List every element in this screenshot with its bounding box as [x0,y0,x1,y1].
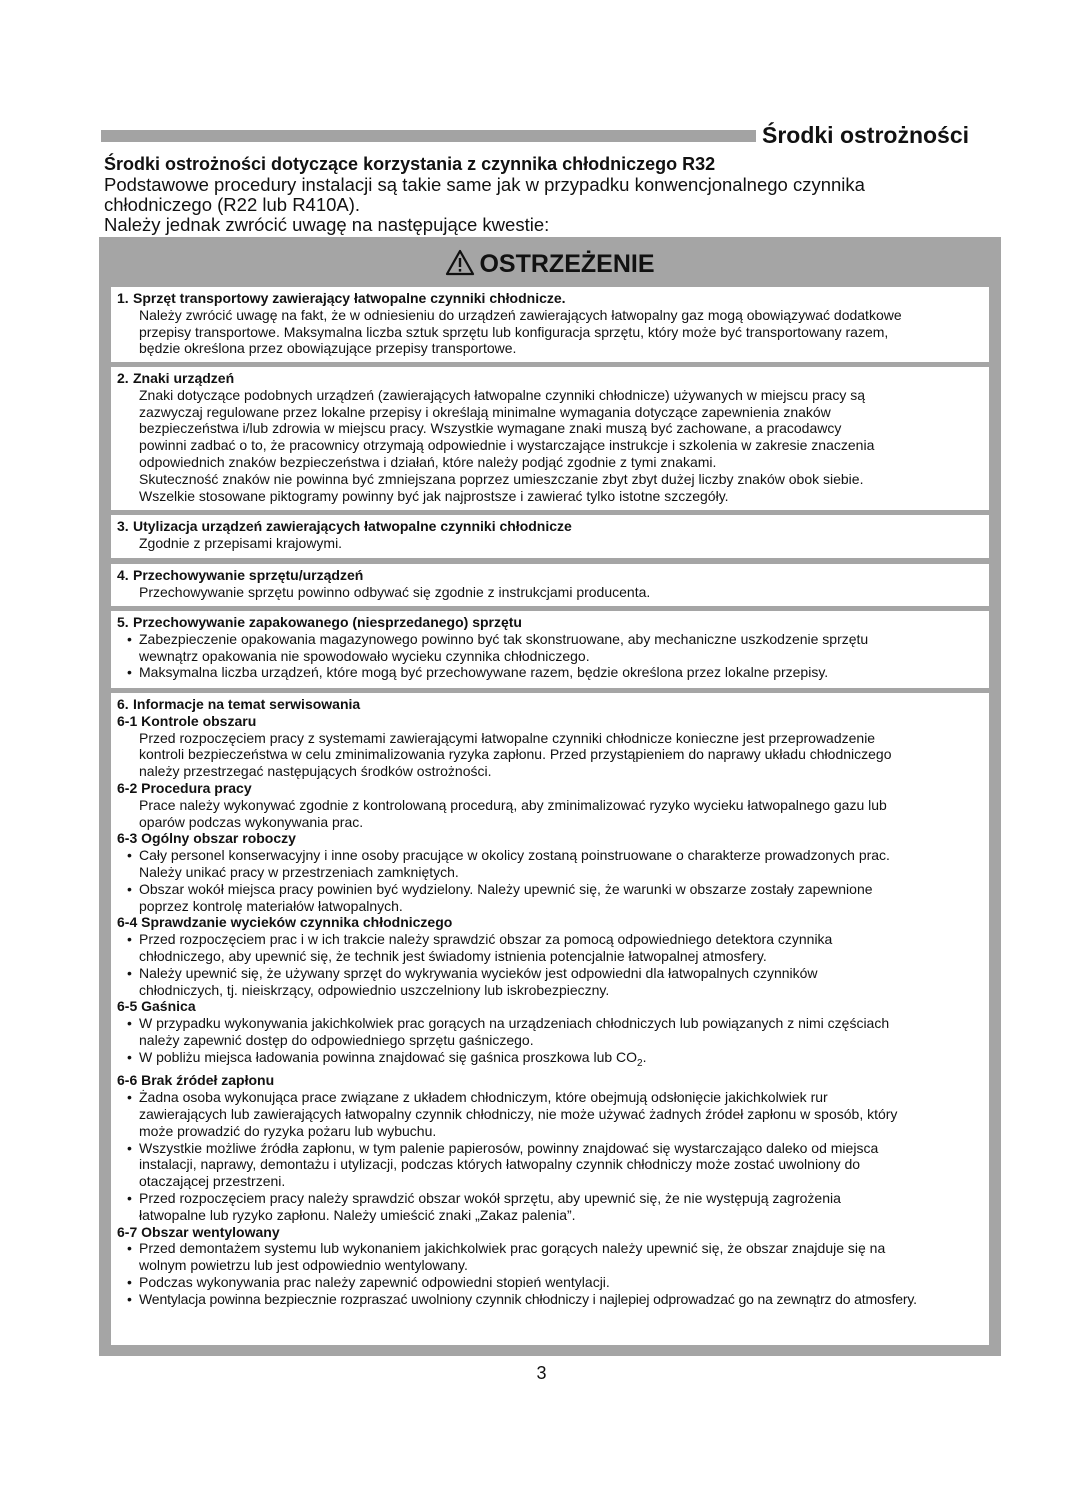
intro-heading: Środki ostrożności dotyczące korzystania z czynnika chłodniczego R32 [104,154,716,174]
subsection-title: 6-2 Procedura pracy [117,779,252,796]
section-number: 4. [117,567,129,583]
text-line: bezpieczeństwa i/lub zdrowia w miejscu pracy. Wszystkie wymagane znaki muszą być zachowane, a pracodawcy [139,420,842,437]
bullet-item: • Przed rozpoczęciem prac i w ich trakcie należy sprawdzić obszar za pomocą odpowiedniego detektora czynnika chłodniczego, aby upewnić się, że technik jest świadomy istnienia potencjalnie łatwopalnej atmosfery. [117,931,981,965]
section-title: Znaki urządzeń [133,370,235,386]
text-line: Skuteczność znaków nie powinna być zmniejszana poprzez umieszczanie zbyt zbyt dużej liczby znaków obok siebie. [139,470,864,487]
subsection-title: 6-3 Ogólny obszar roboczy [117,830,296,847]
bullet-item: • Obszar wokół miejsca pracy powinien być wydzielony. Należy upewnić się, że warunki w obszarze zostały zapewnione poprzez kontrolę materiałów łatwopalnych. [117,881,981,915]
page-title: Środki ostrożności [762,122,970,148]
section-number: 3. [117,518,129,534]
warning-title-text: OSTRZEŻENIE [479,250,655,278]
text-line: Wszelkie stosowane piktogramy powinny być jak najprostsze i zawierać tylko istotne szczegóły. [139,487,729,504]
text-line: przepisy transportowe. Maksymalna liczba sztuk sprzętu lub konfiguracja sprzętu, który może być transportowany razem, [139,323,889,340]
text-line: Zgodnie z przepisami krajowymi. [139,534,343,551]
subsection-title: 6-6 Brak źródeł zapłonu [117,1072,275,1089]
section-5 [111,611,989,688]
text-line: Przechowywanie sprzętu powinno odbywać się zgodnie z instrukcjami producenta. [139,583,651,600]
section-number: 5. [117,614,129,630]
text-line: należy przestrzegać następujących środków ostrożności. [139,763,492,780]
section-title: Informacje na temat serwisowania [133,696,361,712]
bullet-item: • Należy upewnić się, że używany sprzęt do wykrywania wycieków jest odpowiedni dla łatwopalnych czynników chłodniczych, tj. nieiskrzący, odpowiednio uszczelniony lub iskrobezpieczny. [117,965,981,999]
bullet-item: • Wszystkie możliwe źródła zapłonu, w tym palenie papierosów, powinny znajdować się wystarczająco daleko od miejsca instalacji, naprawy, demontażu i utylizacji, podczas których łatwopalny czynnik chłodniczy może zostać uwolniony do otaczającej przestrzeni. [117,1140,981,1190]
section-number: 1. [117,290,129,306]
bullet-item: • Przed rozpoczęciem pracy należy sprawdzić obszar wokół sprzętu, aby upewnić się, że nie występują zagrożenia łatwopalne lub ryzyko zapłonu. Należy umieścić znaki „Zakaz palenia”. [117,1190,981,1224]
section-number: 6. [117,696,129,712]
section-title: Przechowywanie zapakowanego (niesprzedanego) sprzętu [133,614,522,630]
section-title: Sprzęt transportowy zawierający łatwopalne czynniki chłodnicze. [133,290,566,306]
warning-title [99,249,1001,279]
intro [104,153,984,235]
text-line: powinni zadbać o to, że pracownicy otrzymają odpowiednie i wystarczające instrukcje i szkolenia w zakresie znaczenia [139,437,875,454]
intro-line: chłodniczego (R22 lub R410A). [104,194,361,215]
warning-triangle-icon [445,249,475,276]
bullet-item: • Podczas wykonywania prac należy zapewnić odpowiedni stopień wentylacji. [117,1274,981,1291]
text-line: będzie określona przez obowiązujące przepisy transportowe. [139,340,517,357]
text-line: Należy zwrócić uwagę na fakt, że w odniesieniu do urządzeń zawierających łatwopalny gaz mogą obowiązywać dodatkowe [139,306,902,323]
section-4 [111,564,989,606]
section-2 [111,367,989,510]
bullet-item: • W pobliżu miejsca ładowania powinna znajdować się gaśnica proszkowa lub $CO_2$. [117,1049,981,1073]
subsection-title: 6-4 Sprawdzanie wycieków czynnika chłodniczego [117,914,453,931]
bullet-item: • Zabezpieczenie opakowania magazynowego powinno być tak skonstruowane, aby mechaniczne uszkodzenie sprzętu wewnątrz opakowania nie spowodowało wycieku czynnika chłodniczego. [117,631,981,665]
text-line: zazwyczaj regulowane przez lokalne przepisy i określają minimalne wymagania dotyczące zapewnienia znaków [139,403,831,420]
header-bar [101,130,756,142]
section-title: Przechowywanie sprzętu/urządzeń [133,567,364,583]
bullet-item: • Wentylacja powinna bezpiecznie rozpraszać uwolniony czynnik chłodniczy i najlepiej odprowadzać go na zewnątrz do atmosfery. [117,1291,981,1308]
text-line: kontroli bezpieczeństwa w celu zminimalizowania ryzyka zapłonu. Przed przystąpieniem do naprawy układu chłodniczego [139,746,892,763]
bullet-item: • Przed demontażem systemu lub wykonaniem jakichkolwiek prac gorących należy upewnić się, że obszar znajduje się na wolnym powietrzu lub jest odpowiednio wentylowany. [117,1240,981,1274]
section-number: 2. [117,370,129,386]
section-title: Utylizacja urządzeń zawierających łatwopalne czynniki chłodnicze [133,518,572,534]
text-line: Przed rozpoczęciem pracy z systemami zawierającymi łatwopalne czynniki chłodnicze konieczne jest przeprowadzenie [139,729,876,746]
subsection-title: 6-5 Gaśnica [117,998,196,1015]
subsection-title: 6-7 Obszar wentylowany [117,1223,280,1240]
text-line: Prace należy wykonywać zgodnie z kontrolowaną procedurą, aby zminimalizować ryzyko wycieku łatwopalnego gazu lub [139,796,887,813]
section-1 [111,287,989,362]
bullet-item: • W przypadku wykonywania jakichkolwiek prac gorących na urządzeniach chłodniczych lub powiązanych z nimi częściach należy zapewnić dostęp do odpowiedniego sprzętu gaśniczego. [117,1015,981,1049]
bullet-item: • Cały personel konserwacyjny i inne osoby pracujące w okolicy zostaną poinstruowane o charakterze prowadzonych prac. Należy unikać pracy w przestrzeniach zamkniętych. [117,847,981,881]
page-number: 3 [536,1363,547,1383]
subsection-title: 6-1 Kontrole obszaru [117,712,257,729]
text-line: odpowiednich znaków bezpieczeństwa i działań, które należy podjąć zgodnie z tymi znakami. [139,453,717,470]
bullet-item: • Maksymalna liczba urządzeń, które mogą być przechowywane razem, będzie określona przez lokalne przepisy. [117,664,981,681]
section-3 [111,515,989,558]
intro-line: Podstawowe procedury instalacji są takie same jak w przypadku konwencjonalnego czynnika [104,174,865,195]
section-6 [111,693,989,1345]
warning-panel [99,237,1001,1356]
intro-line: Należy jednak zwrócić uwagę na następujące kwestie: [104,214,550,235]
text-line: Znaki dotyczące podobnych urządzeń (zawierających łatwopalne czynniki chłodnicze) używanych w miejscu pracy są [139,386,866,403]
bullet-item: • Żadna osoba wykonująca prace związane z układem chłodniczym, które obejmują odsłonięcie jakichkolwiek rur zawierających lub zawierających łatwopalny czynnik chłodniczy, nie może używać żadnych źródeł zapłonu w sposób, który może prowadzić do ryzyka pożaru lub wybuchu. [117,1089,981,1139]
text-line: oparów podczas wykonywania prac. [139,813,364,830]
